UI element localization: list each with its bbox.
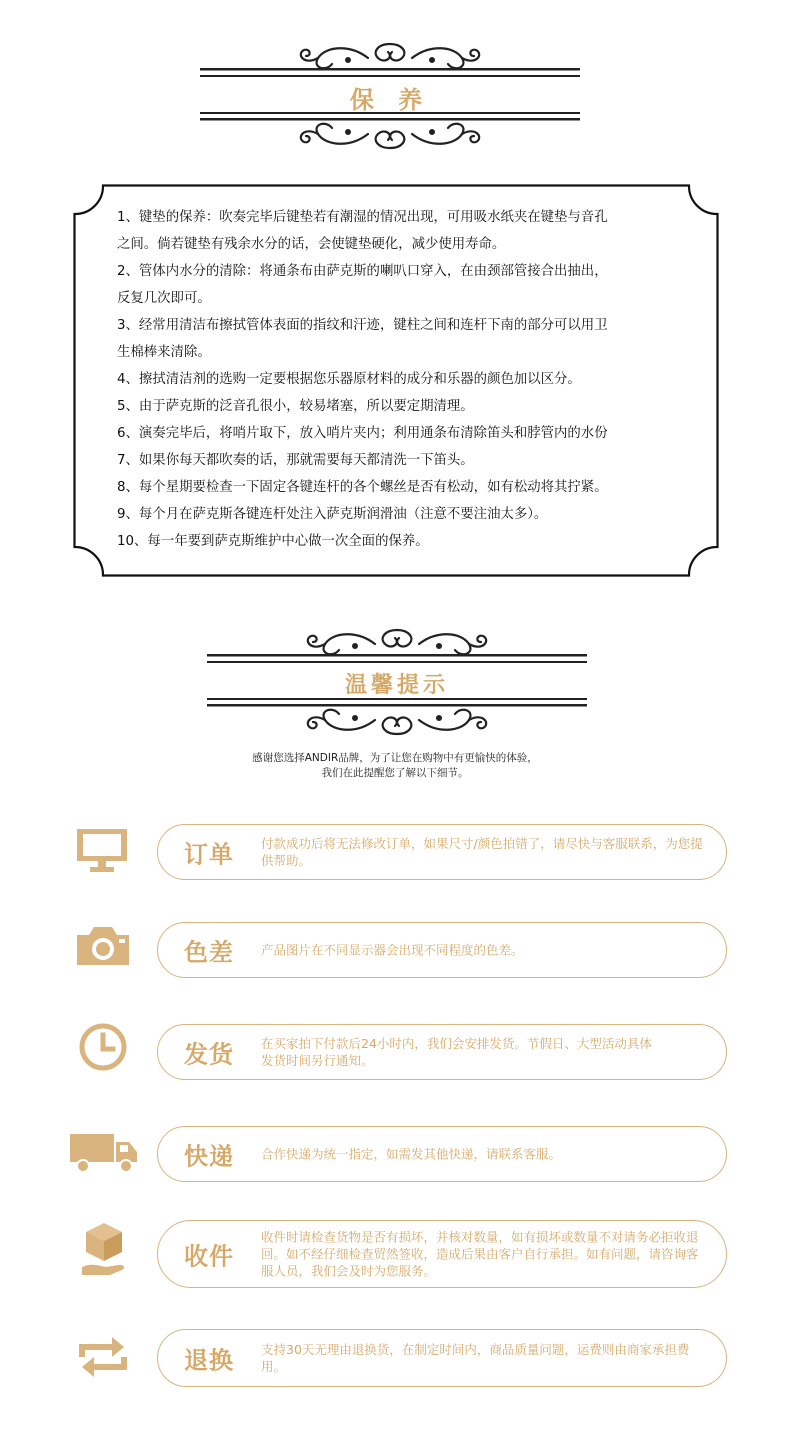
exchange-arrows-icon (78, 1335, 128, 1379)
tip-desc: 付款成功后将无法修改订单，如果尺寸/颜色拍错了，请尽快与客服联系，为您提供帮助。 (261, 836, 703, 868)
tip-label: 收件 (184, 1242, 234, 1271)
care-item: 7、如果你每天都吹奏的话，那就需要每天都清洗一下笛头。 (117, 453, 474, 468)
tips-section-title: 温馨提示 (344, 673, 449, 698)
care-box (73, 184, 719, 577)
care-list (117, 204, 685, 555)
care-item: 4、擦拭清洁剂的选购一定要根据您乐器原材料的成分和乐器的颜色加以区分。 (117, 372, 581, 387)
tip-desc: 支持30天无理由退换货，在制定时间内，商品质量问题，运费则由商家承担费用。 (261, 1342, 690, 1374)
care-item: 10、每一年要到萨克斯维护中心做一次全面的保养。 (117, 534, 429, 549)
care-item: 6、演奏完毕后，将哨片取下，放入哨片夹内；利用通条布清除笛头和脖管内的水份 (117, 426, 608, 441)
tips-intro (0, 751, 790, 781)
tip-desc: 收件时请检查货物是否有损坏，并核对数量，如有损坏或数量不对请务必拒收退回。如不经仔细检查贸然签收，造成后果由客户自行承担。如有问题，请咨询客服人员，我们会及时为您服务。 (261, 1229, 699, 1279)
package-hand-icon (80, 1221, 130, 1277)
care-item: 之间。倘若键垫有残余水分的话，会使键垫硬化，减少使用寿命。 (117, 237, 506, 252)
tips-section-header (207, 624, 587, 742)
care-item: 1、键垫的保养：吹奏完毕后键垫若有潮湿的情况出现，可用吸水纸夹在键垫与音孔 (117, 210, 608, 225)
tip-desc: 产品图片在不同显示器会出现不同程度的色差。 (261, 942, 524, 958)
tips-intro-line: 我们在此提醒您了解以下细节。 (321, 767, 469, 779)
tip-label: 订单 (184, 840, 234, 869)
tip-desc: 在买家拍下付款后24小时内，我们会安排发货。节假日、大型活动具体发货时间另行通知。 (261, 1036, 652, 1068)
tip-row-shipping (157, 1024, 727, 1080)
care-item: 反复几次即可。 (117, 291, 211, 306)
tip-row-receipt (157, 1220, 727, 1288)
care-item: 5、由于萨克斯的泛音孔很小，较易堵塞，所以要定期清理。 (117, 399, 474, 414)
care-section-title: 保 养 (349, 86, 431, 114)
tip-desc: 合作快递为统一指定，如需发其他快递，请联系客服。 (261, 1146, 562, 1162)
truck-icon (69, 1132, 139, 1174)
care-section-header (200, 38, 580, 156)
tip-row-return-exchange (157, 1329, 727, 1387)
monitor-icon (76, 828, 128, 874)
care-item: 9、每个月在萨克斯各键连杆处注入萨克斯润滑油（注意不要注油太多）。 (117, 507, 548, 522)
tip-label: 退换 (184, 1346, 234, 1375)
tip-label: 快递 (184, 1142, 234, 1171)
tip-label: 发货 (184, 1040, 234, 1069)
camera-icon (75, 925, 131, 967)
tip-row-order (157, 824, 727, 880)
tip-label: 色差 (184, 938, 234, 967)
tip-row-color-difference (157, 922, 727, 978)
care-item: 生棉棒来清除。 (117, 345, 211, 360)
care-item: 2、管体内水分的清除：将通条布由萨克斯的喇叭口穿入，在由颈部管接合出抽出， (117, 264, 608, 279)
care-item: 8、每个星期要检查一下固定各键连杆的各个螺丝是否有松动，如有松动将其拧紧。 (117, 480, 608, 495)
clock-icon (79, 1023, 127, 1071)
tip-row-express (157, 1126, 727, 1182)
tips-intro-line: 感谢您选择ANDIR品牌，为了让您在购物中有更愉快的体验， (252, 752, 538, 764)
care-item: 3、经常用清洁布擦拭管体表面的指纹和汗迹，键柱之间和连杆下南的部分可以用卫 (117, 318, 608, 333)
